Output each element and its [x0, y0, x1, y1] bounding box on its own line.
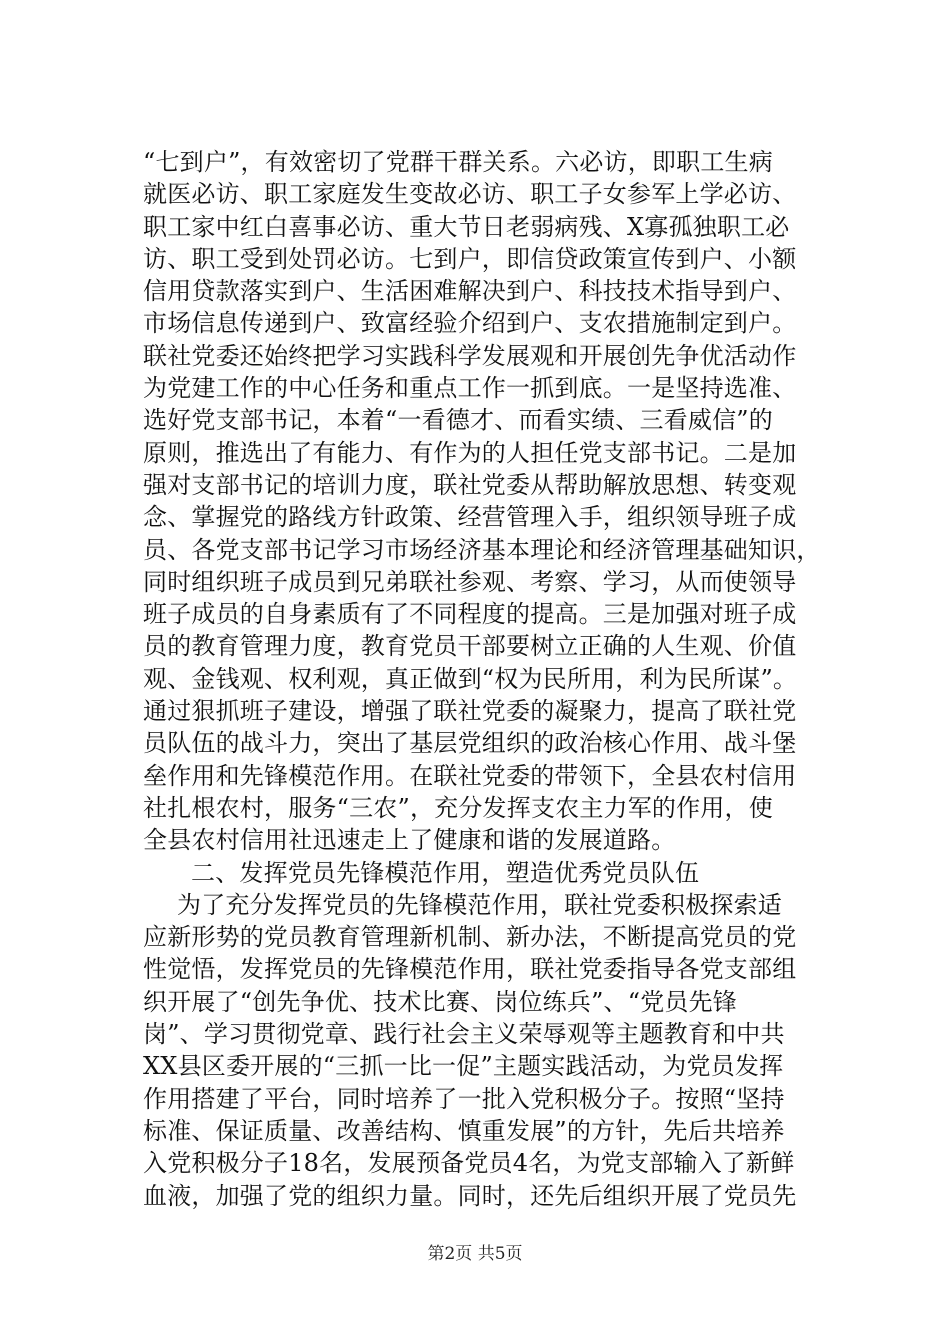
- text-line-33: 血液，加强了党的组织力量。同时，还先后组织开展了党员先: [143, 1181, 797, 1210]
- text-line-2: 就医必访、职工家庭发生变故必访、职工子女参军上学必访、: [143, 180, 797, 209]
- document-body: [143, 146, 823, 1212]
- text-line-22: 全县农村信用社迅速走上了健康和谐的发展道路。: [143, 826, 676, 855]
- text-line-25: 应新形势的党员教育管理新机制、新办法，不断提高党员的党: [143, 923, 797, 952]
- text-line-15: 班子成员的自身素质有了不同程度的提高。三是加强对班子成: [143, 600, 797, 629]
- text-line-7: 联社党委还始终把学习实践科学发展观和开展创先争优活动作: [143, 341, 797, 370]
- text-line-24: 为了充分发挥党员的先锋模范作用，联社党委积极探索适: [177, 890, 782, 919]
- text-line-9: 选好党支部书记，本着“一看德才、而看实绩、三看威信”的: [143, 406, 773, 435]
- text-line-12: 念、掌握党的路线方针政策、经营管理入手，组织领导班子成: [143, 503, 797, 532]
- text-line-26: 性觉悟，发挥党员的先锋模范作用，联社党委指导各党支部组: [143, 955, 797, 984]
- text-line-10: 原则，推选出了有能力、有作为的人担任党支部书记。二是加: [143, 438, 797, 467]
- text-line-28: 岗”、学习贯彻党章、践行社会主义荣辱观等主题教育和中共: [143, 1020, 785, 1049]
- text-line-20: 垒作用和先锋模范作用。在联社党委的带领下，全县农村信用: [143, 761, 797, 790]
- text-line-14: 同时组织班子成员到兄弟联社参观、考察、学习，从而使领导: [143, 567, 797, 596]
- page-number-footer: 第2页 共5页: [427, 1244, 523, 1264]
- text-line-3: 职工家中红白喜事必访、重大节日老弱病残、X寡孤独职工必: [143, 212, 790, 241]
- text-line-8: 为党建工作的中心任务和重点工作一抓到底。一是坚持选准、: [143, 374, 797, 403]
- text-line-21: 社扎根农村，服务“三农”，充分发挥支农主力军的作用，使: [143, 793, 773, 822]
- text-line-4: 访、职工受到处罚必访。七到户，即信贷政策宣传到户、小额: [143, 244, 797, 273]
- text-line-31: 标准、保证质量、改善结构、慎重发展”的方针，先后共培养: [143, 1116, 785, 1145]
- text-line-19: 员队伍的战斗力，突出了基层党组织的政治核心作用、战斗堡: [143, 729, 797, 758]
- text-line-29: XX县区委开展的“三抓一比一促”主题实践活动，为党员发挥: [143, 1052, 784, 1081]
- text-line-30: 作用搭建了平台，同时培养了一批入党积极分子。按照“坚持: [143, 1084, 785, 1113]
- text-line-17: 观、金钱观、权利观，真正做到“权为民所用，利为民所谋”。: [143, 664, 798, 693]
- text-line-5: 信用贷款落实到户、生活困难解决到户、科技技术指导到户、: [143, 277, 797, 306]
- text-line-16: 员的教育管理力度，教育党员干部要树立正确的人生观、价值: [143, 632, 797, 661]
- text-line-32: 入党积极分子18名，发展预备党员4名，为党支部输入了新鲜: [143, 1149, 795, 1178]
- text-line-1: “七到户”，有效密切了党群干群关系。六必访，即职工生病: [143, 148, 773, 176]
- text-line-27: 织开展了“创先争优、技术比赛、岗位练兵”、“党员先锋: [143, 987, 738, 1016]
- text-line-6: 市场信息传递到户、致富经验介绍到户、支农措施制定到户。: [143, 309, 797, 338]
- text-line-13: 员、各党支部书记学习市场经济基本理论和经济管理基础知识，: [143, 535, 821, 564]
- text-line-18: 通过狠抓班子建设，增强了联社党委的凝聚力，提高了联社党: [143, 697, 797, 726]
- text-line-11: 强对支部书记的培训力度，联社党委从帮助解放思想、转变观: [143, 470, 797, 499]
- section-heading: 二、发挥党员先锋模范作用，塑造优秀党员队伍: [191, 858, 700, 887]
